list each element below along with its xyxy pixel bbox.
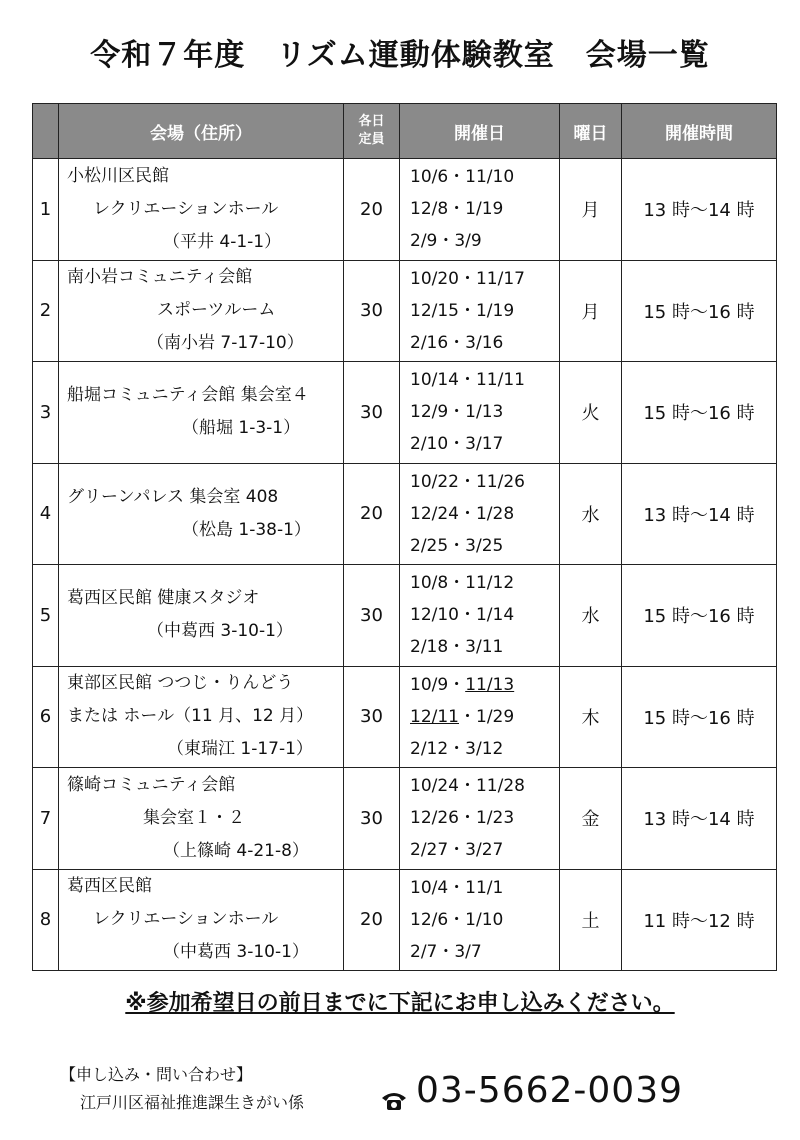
contact-phone xyxy=(380,1070,683,1111)
venue-name: 篠崎コミュニティ会館 xyxy=(67,774,236,795)
time-cell: 15 時～16 時 xyxy=(622,260,777,362)
phone-number: 03-5662-0039 xyxy=(416,1070,684,1111)
weekday-cell: 木 xyxy=(560,666,622,768)
venue-room: または ホール（11 月、12 月） xyxy=(67,706,314,727)
time-cell: 13 時～14 時 xyxy=(622,159,777,261)
dates-cell xyxy=(400,768,560,870)
dates-cell xyxy=(400,666,560,768)
weekday-cell: 水 xyxy=(560,565,622,667)
row-number: 4 xyxy=(33,463,59,565)
capacity-cell: 30 xyxy=(344,362,400,464)
time-cell: 11 時～12 時 xyxy=(622,869,777,971)
table-row xyxy=(33,565,777,667)
date-line: 2/7・3/7 xyxy=(410,941,482,962)
venue-address: （南小岩 7-17-10） xyxy=(147,333,304,354)
weekday-cell: 火 xyxy=(560,362,622,464)
venue-table xyxy=(32,103,777,971)
venue-name: 東部区民館 つつじ・りんどう xyxy=(67,673,294,694)
capacity-cell: 30 xyxy=(344,768,400,870)
venue-cell xyxy=(59,565,344,667)
venue-address: （平井 4-1-1） xyxy=(163,231,282,252)
capacity-cell: 20 xyxy=(344,869,400,971)
header-weekday: 曜日 xyxy=(560,104,622,159)
date-line: 12/10・1/14 xyxy=(410,605,515,626)
time-cell: 13 時～14 時 xyxy=(622,463,777,565)
header-dates: 開催日 xyxy=(400,104,560,159)
date-line: 2/18・3/11 xyxy=(410,637,504,658)
venue-cell xyxy=(59,260,344,362)
dates-cell xyxy=(400,463,560,565)
dates-cell xyxy=(400,565,560,667)
venue-room: レクリエーションホール xyxy=(93,198,279,219)
telephone-icon xyxy=(380,1080,408,1102)
dates-cell xyxy=(400,159,560,261)
date-line: 12/6・1/10 xyxy=(410,909,504,930)
venue-name: グリーンパレス 集会室 408 xyxy=(67,486,279,507)
venue-cell xyxy=(59,869,344,971)
date-line: 10/20・11/17 xyxy=(410,268,525,289)
date-line: 2/9・3/9 xyxy=(410,231,482,252)
table-row xyxy=(33,869,777,971)
header-capacity: 各日 定員 xyxy=(344,104,400,159)
venue-room: スポーツルーム xyxy=(157,300,276,321)
contact-department: 江戸川区福祉推進課生きがい係 xyxy=(80,1093,305,1112)
capacity-cell: 30 xyxy=(344,565,400,667)
time-cell: 15 時～16 時 xyxy=(622,565,777,667)
venue-address: （上篠崎 4-21-8） xyxy=(163,840,309,861)
row-number: 1 xyxy=(33,159,59,261)
contact-heading: 【申し込み・問い合わせ】 xyxy=(60,1065,253,1084)
venue-name: 小松川区民館 xyxy=(67,165,169,186)
header-time: 開催時間 xyxy=(622,104,777,159)
venue-cell xyxy=(59,768,344,870)
date-line: 10/4・11/1 xyxy=(410,877,504,898)
weekday-cell: 土 xyxy=(560,869,622,971)
venue-cell xyxy=(59,666,344,768)
time-cell: 15 時～16 時 xyxy=(622,362,777,464)
date-line: 10/24・11/28 xyxy=(410,776,525,797)
weekday-cell: 月 xyxy=(560,159,622,261)
table-row xyxy=(33,768,777,870)
date-text-underlined: 12/11 xyxy=(410,706,459,727)
date-line: 12/26・1/23 xyxy=(410,808,515,829)
table-row xyxy=(33,159,777,261)
date-line xyxy=(410,701,559,733)
header-venue: 会場（住所） xyxy=(59,104,344,159)
row-number: 6 xyxy=(33,666,59,768)
row-number: 5 xyxy=(33,565,59,667)
date-text: ・1/29 xyxy=(459,706,515,727)
date-line: 12/8・1/19 xyxy=(410,199,504,220)
date-line: 12/9・1/13 xyxy=(410,402,504,423)
date-line: 10/22・11/26 xyxy=(410,471,525,492)
row-number: 7 xyxy=(33,768,59,870)
date-line xyxy=(410,669,559,701)
capacity-cell: 20 xyxy=(344,159,400,261)
header-no xyxy=(33,104,59,159)
venue-cell xyxy=(59,159,344,261)
row-number: 8 xyxy=(33,869,59,971)
date-line: 2/12・3/12 xyxy=(410,738,504,759)
date-line: 10/8・11/12 xyxy=(410,573,515,594)
dates-cell xyxy=(400,260,560,362)
page-title: 令和７年度 リズム運動体験教室 会場一覧 xyxy=(90,38,710,73)
time-cell: 13 時～14 時 xyxy=(622,768,777,870)
date-line: 10/14・11/11 xyxy=(410,370,525,391)
application-note: ※参加希望日の前日までに下記にお申し込みください。 xyxy=(125,991,675,1016)
venue-address: （中葛西 3-10-1） xyxy=(163,942,309,963)
venue-name: 葛西区民館 健康スタジオ xyxy=(67,588,260,609)
capacity-cell: 30 xyxy=(344,260,400,362)
table-row xyxy=(33,666,777,768)
date-text: 10/9・ xyxy=(410,674,466,695)
date-line: 2/27・3/27 xyxy=(410,840,504,861)
venue-address: （松島 1-38-1） xyxy=(182,519,311,540)
venue-name: 葛西区民館 xyxy=(67,876,152,897)
weekday-cell: 月 xyxy=(560,260,622,362)
venue-cell xyxy=(59,362,344,464)
date-line: 2/16・3/16 xyxy=(410,332,504,353)
date-line: 2/10・3/17 xyxy=(410,434,504,455)
weekday-cell: 水 xyxy=(560,463,622,565)
date-line: 2/25・3/25 xyxy=(410,535,504,556)
table-row xyxy=(33,362,777,464)
date-line: 12/15・1/19 xyxy=(410,300,515,321)
row-number: 3 xyxy=(33,362,59,464)
capacity-cell: 30 xyxy=(344,666,400,768)
date-line: 12/24・1/28 xyxy=(410,503,515,524)
date-line: 10/6・11/10 xyxy=(410,167,515,188)
dates-cell xyxy=(400,869,560,971)
row-number: 2 xyxy=(33,260,59,362)
venue-room: 集会室１・２ xyxy=(143,807,245,828)
time-cell: 15 時～16 時 xyxy=(622,666,777,768)
venue-address: （中葛西 3-10-1） xyxy=(147,621,293,642)
table-row xyxy=(33,260,777,362)
venue-address: （東瑞江 1-17-1） xyxy=(167,739,313,760)
date-text-underlined: 11/13 xyxy=(465,674,515,695)
venue-room: レクリエーションホール xyxy=(93,909,279,930)
table-header-row xyxy=(33,104,777,159)
table-row xyxy=(33,463,777,565)
dates-cell xyxy=(400,362,560,464)
weekday-cell: 金 xyxy=(560,768,622,870)
venue-name: 船堀コミュニティ会館 集会室４ xyxy=(67,385,309,406)
venue-address: （船堀 1-3-1） xyxy=(182,418,301,439)
capacity-cell: 20 xyxy=(344,463,400,565)
venue-name: 南小岩コミュニティ会館 xyxy=(67,267,253,288)
venue-cell xyxy=(59,463,344,565)
